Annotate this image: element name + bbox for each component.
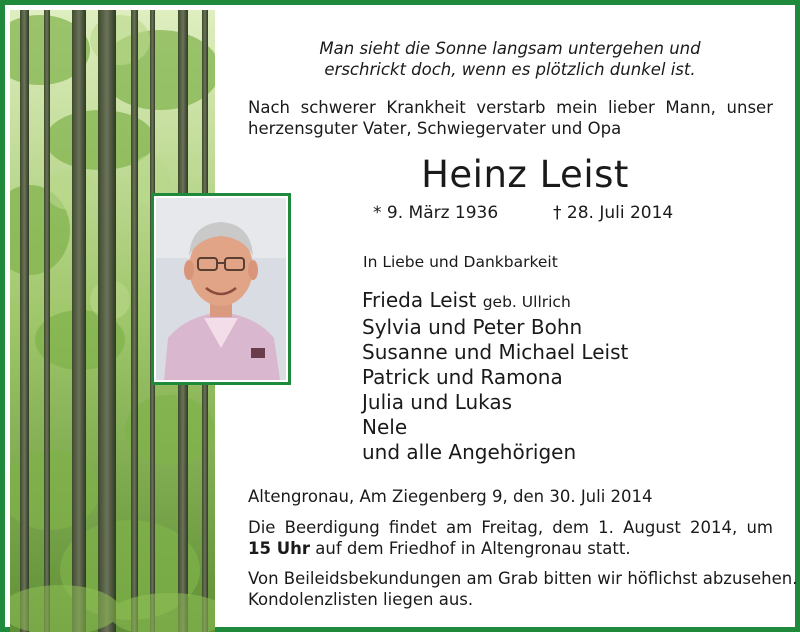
mourner-item: Julia und Lukas xyxy=(362,390,513,414)
funeral-info xyxy=(248,517,773,559)
deceased-name: Heinz Leist xyxy=(421,153,629,196)
mourner-item: Nele xyxy=(362,415,408,439)
mourner-first-suffix: geb. Ullrich xyxy=(482,293,571,311)
quote-line-1: Man sieht die Sonne langsam untergehen und xyxy=(319,39,701,58)
quote-line-2: erschrickt doch, wenn es plötzlich dunkel ist. xyxy=(324,60,696,79)
funeral-location: auf dem Friedhof in Altengronau statt. xyxy=(315,539,631,558)
death-date: † 28. Juli 2014 xyxy=(553,203,674,223)
intro-line-2: herzensguter Vater, Schwiegervater und Opa xyxy=(248,119,622,138)
mourners-intro: In Liebe und Dankbarkeit xyxy=(363,253,558,271)
mourner-item xyxy=(362,288,628,315)
condolences-line-2: Kondolenzlisten liegen aus. xyxy=(248,590,474,609)
intro-line-1: Nach schwerer Krankheit verstarb mein lieber Mann, unser xyxy=(248,98,773,117)
mourner-item: Susanne und Michael Leist xyxy=(362,340,629,364)
place-date: Altengronau, Am Ziegenberg 9, den 30. Juli 2014 xyxy=(248,487,653,506)
mourners-list xyxy=(362,288,628,465)
funeral-line-1: Die Beerdigung findet am Freitag, dem 1. August 2014, um xyxy=(248,518,773,537)
funeral-time: 15 Uhr xyxy=(248,539,310,558)
portrait-photo xyxy=(151,193,291,385)
intro-text xyxy=(248,97,773,139)
funeral-line-2 xyxy=(248,538,773,559)
mourner-item: Sylvia und Peter Bohn xyxy=(362,315,583,339)
condolences-line-1: Von Beileidsbekundungen am Grab bitten wir höflichst abzusehen. xyxy=(248,569,798,588)
quote xyxy=(245,38,775,80)
mourner-item: Patrick und Ramona xyxy=(362,365,563,389)
mourner-item: und alle Angehörigen xyxy=(362,440,577,464)
birth-date: * 9. März 1936 xyxy=(373,203,499,223)
condolences-note xyxy=(248,568,798,610)
mourner-first-name: Frieda Leist xyxy=(362,288,477,312)
